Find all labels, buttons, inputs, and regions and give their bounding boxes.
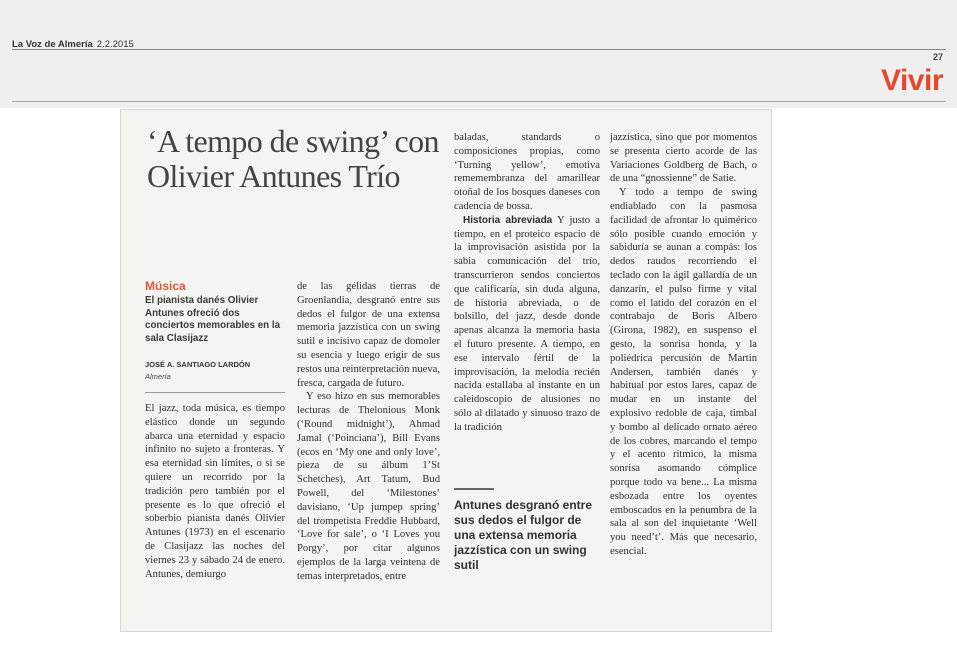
column-4-paragraph-2: Y todo a tempo de swing endiablado con la pasmosa facilidad de afrontar lo quimérico sólo posible cuando emoción y sabiduría se aunan a compás: los dedos raudos recorriendo el teclado con la ágil gallardía de un danzarín, el pulso firme y vital como el latido del corazón en el contrabajo de Boris Albero (Girona, 1982), en suspenso el gesto, la sonrisa honda, y la poliédrica percusión de Martin Andersen, también danés y habitual por estos lares, capaz de mudar en un instante del explosivo redoble de caja, timbal y bombo al delicado ornato aéreo de los cobres, marcando el tempo y el acento rítmico, la misma sonrisa asomando cómplice porque todo va bene... La misma esbozada entre los oyentes emboscados en la penumbra de la sala al son del inquietante ‘Well you need’t’. Más que necesario, esencial. (610, 187, 757, 557)
page-number: 27 (932, 52, 943, 62)
article-column-4 (610, 131, 757, 559)
column-4-paragraph-1: jazzística, sino que por momentos se presenta cierto acorde de las Variaciones Goldberg de Bach, o de una “gnossienne” de Satie. (610, 132, 757, 185)
article-column-2 (297, 280, 440, 584)
article-author: JOSÉ A. SANTIAGO LARDÓN (145, 360, 251, 369)
article-kicker: Música (145, 279, 186, 293)
article-place: Almería (145, 372, 171, 381)
page-header-strip (0, 0, 957, 108)
column-2-paragraph-1: de las gélidas tierras de Groenlandia, desgranó entre sus dedos el fulgor de una extensa memoria jazzística con un swing sutil e incisivo capaz de domoler su esencia y luego erigir de sus restos una reinterpretación nueva, fresca, cargada de futuro. (297, 281, 440, 389)
pullquote: Antunes desgranó entre sus dedos el fulgor de una extensa memoria jazzística con un swing sutil (454, 498, 593, 572)
article-subhead: El pianista danés Olivier Antunes ofreció dos conciertos memorables en la sala Clasijazz (145, 295, 281, 344)
article-column-3 (454, 131, 600, 435)
article-headline: ‘A tempo de swing’ con Olivier Antunes Trío (147, 123, 439, 194)
byline-rule (145, 392, 285, 393)
section-title: Vivir (881, 64, 943, 97)
publication-date: 2.2.2015 (96, 39, 134, 50)
publication-name: La Voz de Almería (12, 39, 93, 50)
column-3-paragraph-1: baladas, standards o composiciones propias, como ‘Turning yellow’, emotiva rememembranza del amarillear otoñal de los bosques daneses con cadencia de bossa. (454, 132, 600, 212)
article-column-1 (145, 402, 285, 581)
column-2-paragraph-2: Y eso hizo en sus memorables lecturas de Thelonious Monk (‘Round midnight’), Ahmad Jamal (‘Poinciana’), Bill Evans (ecos en ‘My one and only love’, pieza de su álbum 1’St Schetches), Art Tatum, Bud Powell, del ‘Milestones’ davisiano, ‘Up jumpep spring’ del trompetista Freddie Hubbard, ‘Love for sale’, o ‘I Loves you Porgy’, por citar algunos ejemplos de la larga veintena de temas interpretados, entre (297, 391, 440, 582)
header-bottom-rule (12, 101, 946, 102)
column-1-text: El jazz, toda música, es tiempo elástico donde un segundo abarca una eternidad y espacio infinito no sujeto a fronteras. Y esa eternidad sin límites, o si se quiere un recorrido por la tradición pero también por el presente es lo que ofreció el soberbio pianista danés Olivier Antunes (1973) en el escenario de Clasijazz las noches del viernes 23 y sábado 24 de enero. Antunes, demiurgo (145, 403, 285, 580)
column-3-lead-in: Historia abreviada (463, 214, 553, 226)
column-3-paragraph-2: Y justo a tiempo, en el proteico espacio de la improvisación asistida por la sabia comunicación del trío, transcurrieron sendos conciertos que calificaría, sin duda alguna, de historia abreviada, o de bolsillo, del jazz, desde donde apenas alcanza la memoria hasta el futuro presente. A tiempo, en ese intervalo fértil de la improvisación, la melodía recién nacida estallaba al instante en un caleidoscopio de alusiones no sólo al dilatado y sinuoso trazo de la tradición (454, 214, 600, 433)
pullquote-rule (454, 488, 494, 490)
header-rule (12, 49, 946, 50)
